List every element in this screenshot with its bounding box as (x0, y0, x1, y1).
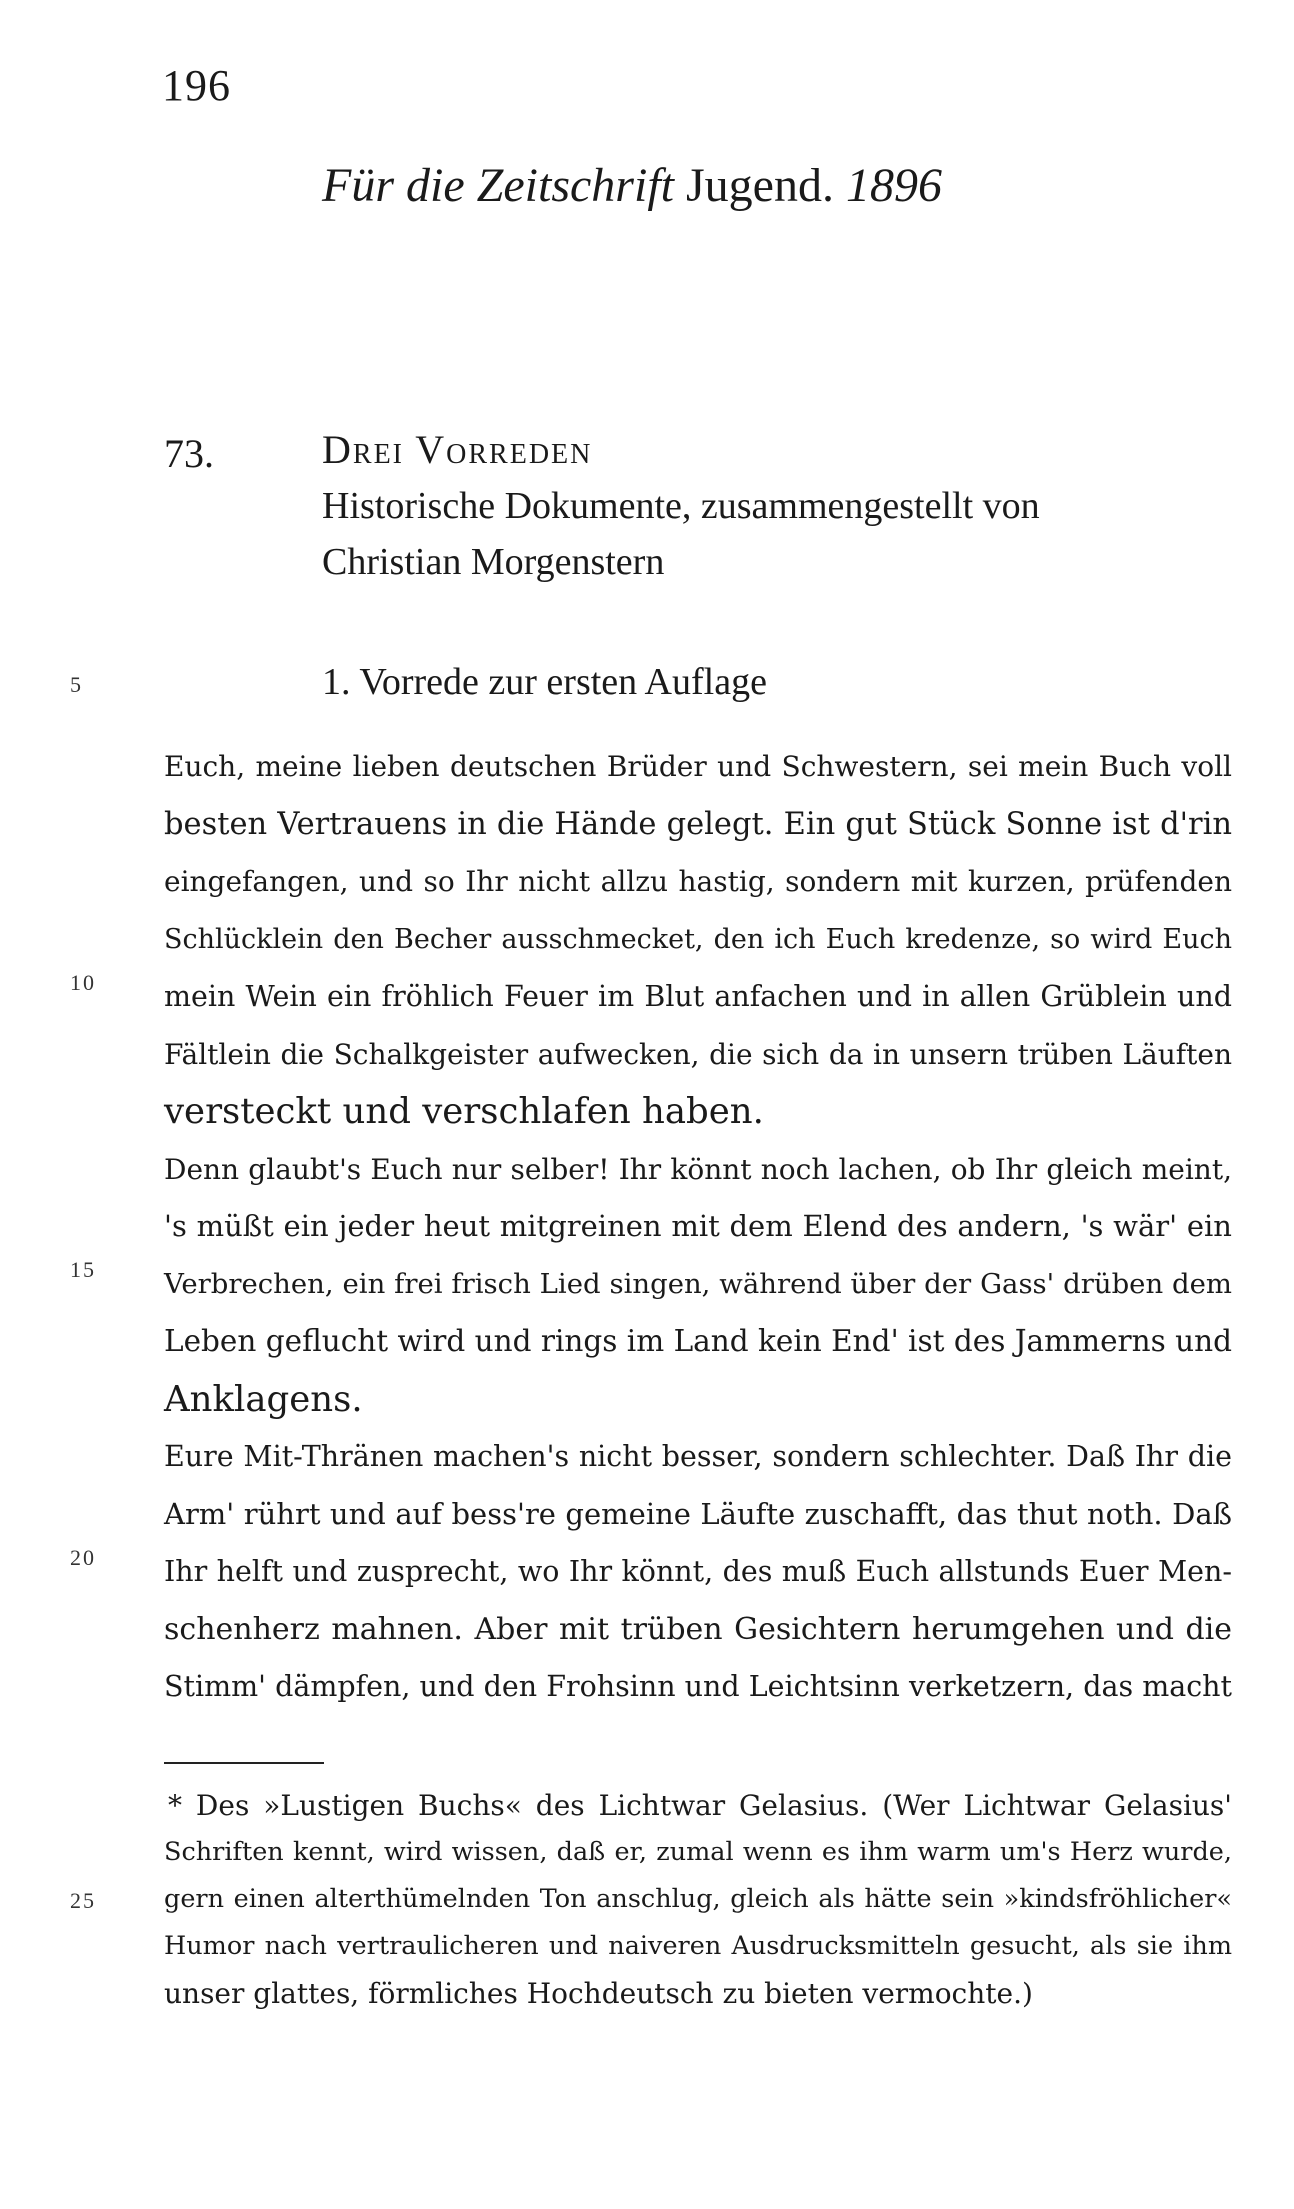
body-line: Arm' rührt und auf bess're gemeine Läufte zuschafft, das thut noth. Daß (164, 1496, 1232, 1531)
body-line: versteckt und verschlafen haben. (164, 1091, 764, 1132)
body-line: Anklagens. (164, 1378, 363, 1420)
running-head (322, 158, 942, 213)
body-text (164, 738, 1232, 1716)
section-heading: 1. Vorrede zur ersten Auflage (322, 661, 767, 703)
body-line: Eure Mit-Thränen machen's nicht besser, sondern schlechter. Daß Ihr die (164, 1440, 1232, 1473)
footnote-line: Schriften kennt, wird wissen, daß er, zumal wenn es ihm warm um's Herz wurde, (164, 1837, 1232, 1867)
body-line: Verbrechen, ein frei frisch Lied singen, während über der Gass' drüben dem (164, 1267, 1232, 1300)
item-subtitle-line-2: Christian Morgenstern (322, 541, 665, 583)
body-line: Euch, meine lieben deutschen Brüder und Schwestern, sei mein Buch voll (164, 750, 1232, 783)
body-line: Schlücklein den Becher ausschmecket, den ich Euch kredenze, so wird Euch (164, 923, 1232, 955)
item-subtitle-line-1: Historische Dokumente, zusammengestellt von (322, 485, 1040, 527)
footnote-line: * Des »Lustigen Buchs« des Lichtwar Gelasius. (Wer Lichtwar Gelasius' (168, 1789, 1232, 1822)
line-number: 25 (70, 1888, 96, 1913)
footnote-line: unser glattes, förmliches Hochdeutsch zu bieten vermochte.) (164, 1977, 1033, 2010)
footnote-line: Humor nach vertraulicheren und naiveren Ausdrucksmitteln gesucht, als sie ihm (164, 1931, 1232, 1961)
line-number: 20 (70, 1545, 96, 1570)
item-number: 73. (164, 431, 214, 476)
item-heading (322, 422, 1040, 590)
body-line: eingefangen, und so Ihr nicht allzu hastig, sondern mit kurzen, prüfenden (164, 865, 1232, 898)
line-number: 15 (70, 1257, 96, 1282)
footnote (164, 1782, 1232, 2017)
body-line: besten Vertrauens in die Hände gelegt. Ein gut Stück Sonne ist d'rin (164, 806, 1232, 842)
line-number: 10 (70, 970, 96, 995)
running-head-italic: Für die Zeitschrift (322, 159, 674, 212)
page-number: 196 (162, 61, 231, 110)
body-line: Ihr helft und zusprecht, wo Ihr könnt, des muß Euch allstunds Euer Men- (164, 1555, 1232, 1588)
body-line: mein Wein ein fröhlich Feuer im Blut anfachen und in allen Grüblein und (164, 980, 1232, 1013)
footnote-line: gern einen alterthümelnden Ton anschlug, gleich als hätte sein »kindsfröhlicher« (164, 1884, 1232, 1914)
body-line: Leben geflucht wird und rings im Land kein End' ist des Jammerns und (164, 1324, 1233, 1358)
body-line: Denn glaubt's Euch nur selber! Ihr könnt noch lachen, ob Ihr gleich meint, (164, 1152, 1232, 1186)
footnote-rule (164, 1762, 324, 1764)
body-line: Fältlein die Schalkgeister aufwecken, die sich da in unsern trüben Läuften (164, 1037, 1232, 1071)
item-title: Drei Vorreden (322, 427, 593, 472)
line-number: 5 (70, 672, 83, 697)
running-head-roman: Jugend. (685, 159, 834, 212)
body-line: schenherz mahnen. Aber mit trüben Gesichtern herumgehen und die (164, 1611, 1232, 1647)
body-line: Stimm' dämpfen, und den Frohsinn und Leichtsinn verketzern, das macht (164, 1670, 1232, 1703)
running-head-year: 1896 (845, 159, 942, 212)
body-line: 's müßt ein jeder heut mitgreinen mit dem Elend des andern, 's wär' ein (164, 1209, 1232, 1243)
